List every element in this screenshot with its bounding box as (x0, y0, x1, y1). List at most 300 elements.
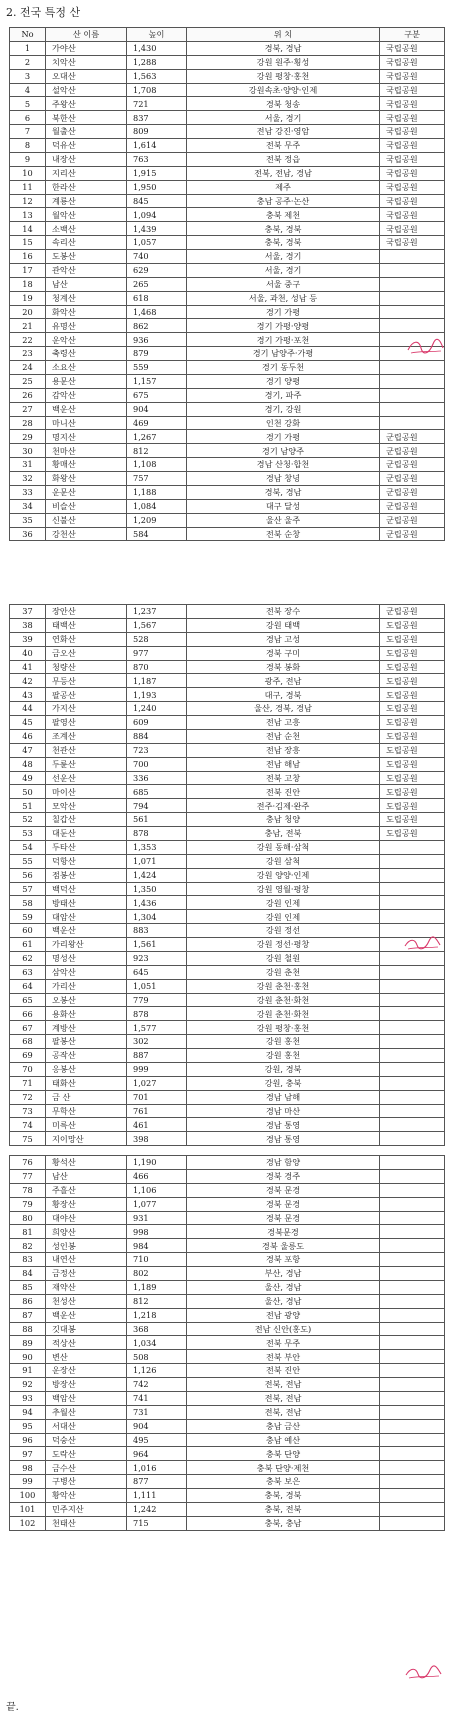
cell-name: 응봉산 (46, 1062, 127, 1076)
table-row (10, 1308, 445, 1322)
cell-category (380, 1419, 445, 1433)
cell-category (380, 1447, 445, 1461)
cell-no: 66 (10, 1007, 46, 1021)
cell-category: 국립공원 (380, 222, 445, 236)
cell-name: 월출산 (46, 125, 127, 139)
cell-name: 가리왕산 (46, 938, 127, 952)
cell-category: 도립공원 (380, 646, 445, 660)
cell-category (380, 1350, 445, 1364)
cell-category (380, 1076, 445, 1090)
cell-height: 609 (127, 716, 187, 730)
table-row (10, 430, 445, 444)
cell-no: 29 (10, 430, 46, 444)
cell-height: 1,190 (127, 1156, 187, 1170)
cell-category: 국립공원 (380, 55, 445, 69)
cell-name: 성인봉 (46, 1239, 127, 1253)
end-mark: 끝. (6, 1702, 19, 1713)
cell-height: 1,034 (127, 1336, 187, 1350)
cell-height: 584 (127, 527, 187, 541)
table-row (10, 785, 445, 799)
cell-category (380, 896, 445, 910)
cell-name: 덕항산 (46, 854, 127, 868)
cell-name: 공작산 (46, 1049, 127, 1063)
cell-name: 황매산 (46, 458, 127, 472)
cell-category (380, 1225, 445, 1239)
cell-height: 1,430 (127, 41, 187, 55)
cell-name: 방태산 (46, 896, 127, 910)
cell-height: 984 (127, 1239, 187, 1253)
cell-location: 강원 인제 (187, 896, 380, 910)
cell-no: 2 (10, 55, 46, 69)
cell-no: 102 (10, 1516, 46, 1530)
cell-name: 속리산 (46, 236, 127, 250)
cell-name: 무학산 (46, 1104, 127, 1118)
cell-height: 763 (127, 152, 187, 166)
cell-no: 16 (10, 250, 46, 264)
cell-name: 감악산 (46, 388, 127, 402)
cell-height: 1,708 (127, 83, 187, 97)
cell-name: 서대산 (46, 1419, 127, 1433)
cell-height: 742 (127, 1378, 187, 1392)
cell-location: 전남 신안(홍도) (187, 1322, 380, 1336)
table-row (10, 125, 445, 139)
cell-category (380, 1516, 445, 1530)
cell-category: 국립공원 (380, 194, 445, 208)
table-row (10, 1350, 445, 1364)
cell-location: 인천 강화 (187, 416, 380, 430)
cell-name: 희양산 (46, 1225, 127, 1239)
cell-height: 862 (127, 319, 187, 333)
cell-location: 전북 장수 (187, 605, 380, 619)
cell-name: 덕숭산 (46, 1433, 127, 1447)
table-row (10, 1049, 445, 1063)
cell-height: 887 (127, 1049, 187, 1063)
cell-category: 도립공원 (380, 618, 445, 632)
cell-name: 금정산 (46, 1267, 127, 1281)
cell-location: 충북 보은 (187, 1475, 380, 1489)
cell-category (380, 1475, 445, 1489)
cell-category (380, 1132, 445, 1146)
cell-location: 전북 부안 (187, 1350, 380, 1364)
cell-category (380, 910, 445, 924)
cell-no: 89 (10, 1336, 46, 1350)
cell-category (380, 1280, 445, 1294)
cell-no: 88 (10, 1322, 46, 1336)
cell-no: 59 (10, 910, 46, 924)
table-row (10, 388, 445, 402)
cell-height: 879 (127, 347, 187, 361)
header-name: 산 이름 (46, 28, 127, 42)
table-row (10, 1322, 445, 1336)
cell-name: 주왕산 (46, 97, 127, 111)
cell-no: 61 (10, 938, 46, 952)
table-row (10, 1132, 445, 1146)
cell-height: 1,267 (127, 430, 187, 444)
cell-no: 21 (10, 319, 46, 333)
cell-name: 용화산 (46, 1007, 127, 1021)
cell-location: 강원 홍천 (187, 1049, 380, 1063)
table-row (10, 827, 445, 841)
cell-category: 국립공원 (380, 139, 445, 153)
cell-height: 870 (127, 660, 187, 674)
cell-name: 용문산 (46, 374, 127, 388)
cell-name: 백운산 (46, 924, 127, 938)
cell-no: 86 (10, 1294, 46, 1308)
header-no: No (10, 28, 46, 42)
cell-no: 90 (10, 1350, 46, 1364)
cell-name: 대암산 (46, 910, 127, 924)
cell-height: 1,187 (127, 674, 187, 688)
cell-name: 남산 (46, 1169, 127, 1183)
cell-name: 명지산 (46, 430, 127, 444)
cell-category: 도립공원 (380, 785, 445, 799)
cell-name: 유명산 (46, 319, 127, 333)
cell-location: 경남 통영 (187, 1132, 380, 1146)
cell-height: 1,027 (127, 1076, 187, 1090)
table-row (10, 319, 445, 333)
cell-category (380, 1169, 445, 1183)
cell-name: 치악산 (46, 55, 127, 69)
cell-height: 1,084 (127, 499, 187, 513)
cell-height: 1,436 (127, 896, 187, 910)
cell-name: 재약산 (46, 1280, 127, 1294)
cell-name: 천태산 (46, 1516, 127, 1530)
cell-no: 19 (10, 291, 46, 305)
cell-category (380, 361, 445, 375)
table-row (10, 896, 445, 910)
cell-name: 계룡산 (46, 194, 127, 208)
cell-category (380, 374, 445, 388)
cell-height: 1,563 (127, 69, 187, 83)
cell-location: 전남 해남 (187, 757, 380, 771)
cell-location: 경북 청송 (187, 97, 380, 111)
cell-height: 1,126 (127, 1364, 187, 1378)
cell-height: 469 (127, 416, 187, 430)
cell-height: 675 (127, 388, 187, 402)
cell-location: 강원 정선·평창 (187, 938, 380, 952)
cell-location: 강원 원주·횡성 (187, 55, 380, 69)
cell-category: 국립공원 (380, 41, 445, 55)
cell-location: 전남 광양 (187, 1308, 380, 1322)
cell-category (380, 1090, 445, 1104)
table-row (10, 402, 445, 416)
cell-location: 충남 예산 (187, 1433, 380, 1447)
cell-name: 팔영산 (46, 716, 127, 730)
cell-no: 93 (10, 1391, 46, 1405)
table-row (10, 660, 445, 674)
cell-name: 깃대봉 (46, 1322, 127, 1336)
cell-name: 조계산 (46, 729, 127, 743)
cell-height: 528 (127, 632, 187, 646)
table-row (10, 1447, 445, 1461)
header-category: 구분 (380, 28, 445, 42)
cell-name: 적상산 (46, 1336, 127, 1350)
cell-category: 도립공원 (380, 771, 445, 785)
cell-category: 군립공원 (380, 499, 445, 513)
cell-no: 83 (10, 1253, 46, 1267)
cell-no: 28 (10, 416, 46, 430)
table-row (10, 1169, 445, 1183)
table-row (10, 1076, 445, 1090)
cell-location: 경기 가평 (187, 430, 380, 444)
cell-no: 26 (10, 388, 46, 402)
cell-height: 508 (127, 1350, 187, 1364)
cell-no: 43 (10, 688, 46, 702)
table-row (10, 1062, 445, 1076)
cell-no: 23 (10, 347, 46, 361)
cell-name: 연화산 (46, 632, 127, 646)
table-row (10, 250, 445, 264)
cell-name: 화왕산 (46, 472, 127, 486)
table-row (10, 41, 445, 55)
mountain-table-part-1 (9, 27, 445, 541)
cell-location: 경기 가평·양평 (187, 319, 380, 333)
cell-name: 도락산 (46, 1447, 127, 1461)
cell-height: 904 (127, 402, 187, 416)
cell-category: 도립공원 (380, 632, 445, 646)
cell-height: 1,350 (127, 882, 187, 896)
cell-location: 충남 공주·논산 (187, 194, 380, 208)
table-row (10, 1391, 445, 1405)
table-row (10, 1475, 445, 1489)
cell-name: 가야산 (46, 41, 127, 55)
cell-category (380, 882, 445, 896)
cell-location: 대구, 경북 (187, 688, 380, 702)
cell-location: 전북 진안 (187, 1364, 380, 1378)
cell-name: 운장산 (46, 1364, 127, 1378)
cell-name: 미륵산 (46, 1118, 127, 1132)
table-row (10, 83, 445, 97)
cell-category (380, 263, 445, 277)
cell-no: 3 (10, 69, 46, 83)
cell-location: 경남 남해 (187, 1090, 380, 1104)
cell-name: 추월산 (46, 1405, 127, 1419)
cell-height: 1,051 (127, 979, 187, 993)
cell-height: 1,567 (127, 618, 187, 632)
cell-location: 전북 무주 (187, 139, 380, 153)
cell-name: 백덕산 (46, 882, 127, 896)
table-row (10, 646, 445, 660)
cell-no: 62 (10, 951, 46, 965)
table-row (10, 1516, 445, 1530)
cell-name: 두륜산 (46, 757, 127, 771)
cell-name: 구병산 (46, 1475, 127, 1489)
cell-location: 강원 춘천·화천 (187, 1007, 380, 1021)
table-row (10, 513, 445, 527)
cell-no: 8 (10, 139, 46, 153)
cell-location: 전북 진안 (187, 785, 380, 799)
cell-no: 58 (10, 896, 46, 910)
cell-location: 전북, 전남 (187, 1391, 380, 1405)
cell-no: 56 (10, 868, 46, 882)
cell-name: 천마산 (46, 444, 127, 458)
cell-height: 1,108 (127, 458, 187, 472)
cell-category (380, 1021, 445, 1035)
cell-no: 52 (10, 813, 46, 827)
cell-location: 충북, 경북 (187, 222, 380, 236)
table-row (10, 702, 445, 716)
cell-category (380, 1007, 445, 1021)
cell-no: 101 (10, 1502, 46, 1516)
cell-no: 44 (10, 702, 46, 716)
cell-height: 685 (127, 785, 187, 799)
cell-no: 30 (10, 444, 46, 458)
cell-height: 884 (127, 729, 187, 743)
cell-name: 주흘산 (46, 1183, 127, 1197)
cell-no: 14 (10, 222, 46, 236)
cell-height: 1,915 (127, 166, 187, 180)
cell-no: 37 (10, 605, 46, 619)
cell-name: 강천산 (46, 527, 127, 541)
cell-name: 삼악산 (46, 965, 127, 979)
cell-name: 한라산 (46, 180, 127, 194)
table-row (10, 1156, 445, 1170)
cell-category: 도립공원 (380, 827, 445, 841)
cell-name: 도봉산 (46, 250, 127, 264)
cell-category (380, 402, 445, 416)
cell-location: 경기 양평 (187, 374, 380, 388)
table-row (10, 1225, 445, 1239)
table-row (10, 1378, 445, 1392)
cell-location: 충남, 전북 (187, 827, 380, 841)
cell-no: 68 (10, 1035, 46, 1049)
cell-category (380, 416, 445, 430)
cell-name: 가리산 (46, 979, 127, 993)
cell-height: 877 (127, 1475, 187, 1489)
cell-name: 민주지산 (46, 1502, 127, 1516)
cell-no: 5 (10, 97, 46, 111)
table-row (10, 868, 445, 882)
table-row (10, 361, 445, 375)
table-row (10, 236, 445, 250)
cell-location: 전북, 전남, 경남 (187, 166, 380, 180)
cell-category (380, 388, 445, 402)
cell-category: 군립공원 (380, 605, 445, 619)
cell-location: 경기, 강원 (187, 402, 380, 416)
cell-height: 936 (127, 333, 187, 347)
cell-category: 국립공원 (380, 180, 445, 194)
cell-location: 부산, 경남 (187, 1267, 380, 1281)
cell-location: 서울, 과천, 성남 등 (187, 291, 380, 305)
cell-no: 84 (10, 1267, 46, 1281)
cell-name: 백운산 (46, 1308, 127, 1322)
table-row (10, 97, 445, 111)
cell-no: 9 (10, 152, 46, 166)
cell-name: 마니산 (46, 416, 127, 430)
cell-name: 축령산 (46, 347, 127, 361)
cell-category (380, 965, 445, 979)
table-row (10, 1461, 445, 1475)
table-row (10, 527, 445, 541)
table-row (10, 1267, 445, 1281)
table-row (10, 333, 445, 347)
table-row (10, 111, 445, 125)
cell-location: 경북 문경 (187, 1197, 380, 1211)
cell-category (380, 1433, 445, 1447)
cell-location: 경남 함양 (187, 1156, 380, 1170)
cell-category (380, 840, 445, 854)
table-row (10, 1294, 445, 1308)
table-row (10, 1405, 445, 1419)
table-row (10, 1364, 445, 1378)
cell-no: 11 (10, 180, 46, 194)
table-row (10, 1336, 445, 1350)
cell-height: 1,188 (127, 485, 187, 499)
cell-location: 서울, 경기 (187, 250, 380, 264)
cell-height: 1,111 (127, 1489, 187, 1503)
cell-name: 선운산 (46, 771, 127, 785)
cell-location: 전북 무주 (187, 1336, 380, 1350)
cell-category (380, 1035, 445, 1049)
table-row (10, 840, 445, 854)
cell-location: 경남 통영 (187, 1118, 380, 1132)
cell-no: 49 (10, 771, 46, 785)
cell-height: 495 (127, 1433, 187, 1447)
cell-name: 변산 (46, 1350, 127, 1364)
cell-no: 48 (10, 757, 46, 771)
cell-height: 710 (127, 1253, 187, 1267)
table-header-row (10, 28, 445, 42)
cell-no: 75 (10, 1132, 46, 1146)
cell-height: 741 (127, 1391, 187, 1405)
cell-location: 전주·김제·완주 (187, 799, 380, 813)
cell-location: 전남 장흥 (187, 743, 380, 757)
cell-name: 명성산 (46, 951, 127, 965)
cell-category (380, 868, 445, 882)
cell-name: 지이망산 (46, 1132, 127, 1146)
table-row (10, 180, 445, 194)
cell-category: 국립공원 (380, 125, 445, 139)
cell-no: 1 (10, 41, 46, 55)
cell-category: 국립공원 (380, 111, 445, 125)
cell-location: 경기, 파주 (187, 388, 380, 402)
cell-location: 강원 춘천 (187, 965, 380, 979)
cell-no: 60 (10, 924, 46, 938)
cell-name: 오대산 (46, 69, 127, 83)
cell-category: 국립공원 (380, 83, 445, 97)
cell-location: 충남 금산 (187, 1419, 380, 1433)
cell-no: 81 (10, 1225, 46, 1239)
table-row (10, 605, 445, 619)
cell-name: 황장산 (46, 1197, 127, 1211)
cell-height: 461 (127, 1118, 187, 1132)
cell-category (380, 1156, 445, 1170)
cell-location: 강원 태백 (187, 618, 380, 632)
cell-name: 금오산 (46, 646, 127, 660)
cell-location: 경북 울릉도 (187, 1239, 380, 1253)
cell-name: 북한산 (46, 111, 127, 125)
cell-location: 강원 철원 (187, 951, 380, 965)
cell-location: 경북, 경남 (187, 485, 380, 499)
cell-no: 64 (10, 979, 46, 993)
cell-no: 76 (10, 1156, 46, 1170)
table-row (10, 444, 445, 458)
table-row (10, 743, 445, 757)
cell-no: 74 (10, 1118, 46, 1132)
cell-no: 12 (10, 194, 46, 208)
cell-location: 경남 마산 (187, 1104, 380, 1118)
cell-category (380, 1253, 445, 1267)
table-row (10, 1489, 445, 1503)
table-row (10, 1211, 445, 1225)
cell-name: 팔공산 (46, 688, 127, 702)
table-row (10, 347, 445, 361)
cell-height: 1,468 (127, 305, 187, 319)
cell-height: 1,577 (127, 1021, 187, 1035)
table-row (10, 632, 445, 646)
cell-location: 울산 울주 (187, 513, 380, 527)
cell-location: 강원속초·양양·인제 (187, 83, 380, 97)
